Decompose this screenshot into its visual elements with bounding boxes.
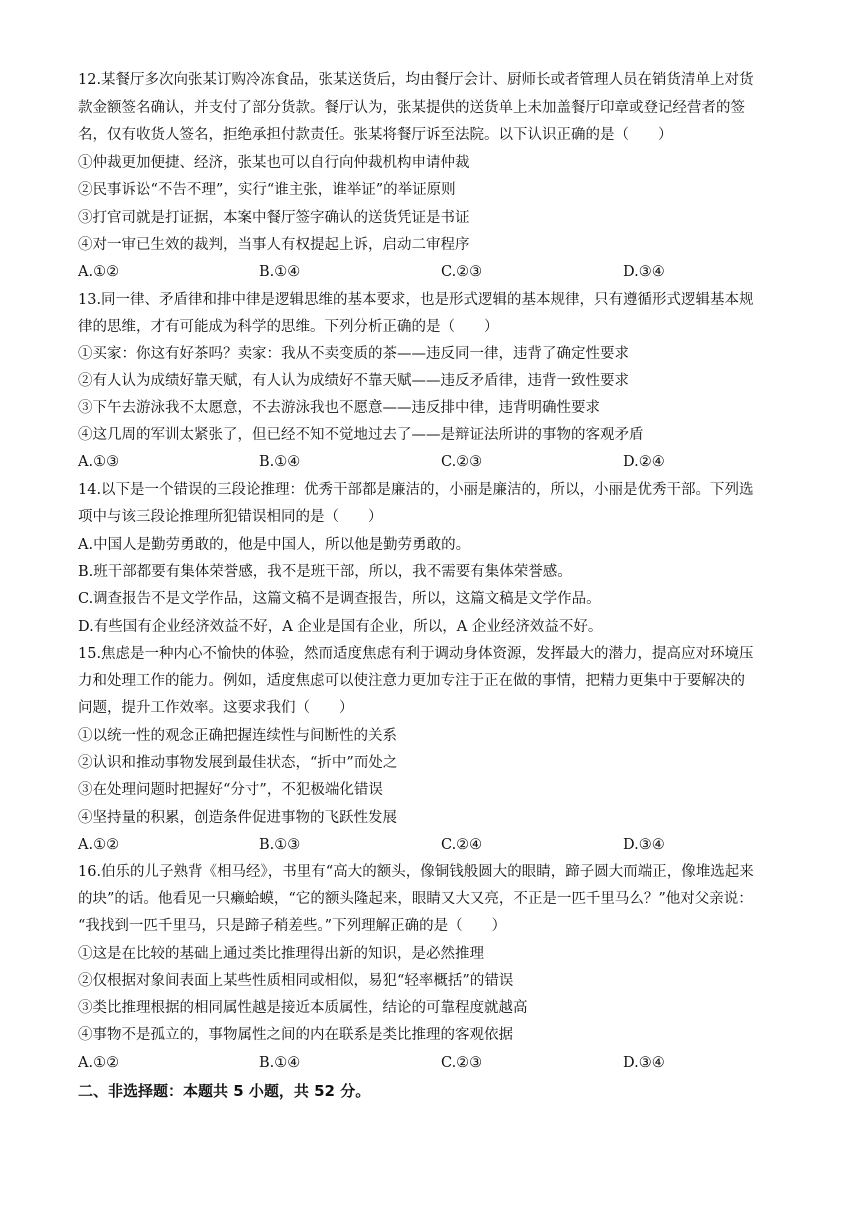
question-12-stem-line-3: 名，仅有收货人签名，拒绝承担付款责任。张某将餐厅诉至法院。以下认识正确的是（ ）	[78, 127, 673, 143]
question-15-stem-line-3: 问题，提升工作效率。这要求我们（ ）	[78, 700, 354, 716]
question-15-statement-2: ②认识和推动事物发展到最佳状态，“折中”而处之	[78, 755, 398, 771]
question-16-stem-line-1: 16.伯乐的儿子熟背《相马经》，书里有“高大的额头，像铜钱般圆大的眼睛，蹄子圆大而端正，像堆选起来	[78, 864, 754, 880]
question-16-statement-1: ①这是在比较的基础上通过类比推理得出新的知识，是必然推理	[78, 946, 484, 962]
question-15-statement-1: ①以统一性的观念正确把握连续性与间断性的关系	[78, 728, 397, 744]
question-14-option-b: B.班干部都要有集体荣誉感，我不是班干部，所以，我不需要有集体荣誉感。	[78, 564, 572, 580]
question-13-option-a: A.①③	[78, 454, 120, 470]
question-13-stem-line-2: 律的思维，才有可能成为科学的思维。下列分析正确的是（ ）	[78, 319, 499, 335]
question-13-statement-3: ③下午去游泳我不太愿意，不去游泳我也不愿意——违反排中律，违背明确性要求	[78, 400, 600, 416]
question-12-option-c: C.②③	[441, 264, 483, 280]
question-14-option-c: C.调查报告不是文学作品，这篇文稿不是调查报告，所以，这篇文稿是文学作品。	[78, 591, 601, 607]
question-15-options	[78, 835, 788, 855]
question-16-option-c: C.②③	[441, 1055, 483, 1071]
question-12-statement-2: ②民事诉讼“不告不理”，实行“谁主张，谁举证”的举证原则	[78, 182, 456, 198]
question-16-statement-4: ④事物不是孤立的，事物属性之间的内在联系是类比推理的客观依据	[78, 1027, 513, 1043]
question-12-statement-1: ①仲裁更加便捷、经济，张某也可以自行向仲裁机构申请仲裁	[78, 155, 470, 171]
question-13-statement-1: ①买家：你这有好茶吗？卖家：我从不卖变质的茶——违反同一律，违背了确定性要求	[78, 346, 629, 362]
question-13-stem-line-1: 13.同一律、矛盾律和排中律是逻辑思维的基本要求，也是形式逻辑的基本规律，只有遵循形式逻辑基本规	[78, 292, 754, 308]
question-15-statement-4: ④坚持量的积累，创造条件促进事物的飞跃性发展	[78, 810, 397, 826]
question-16-stem-line-3: “我找到一匹千里马，只是蹄子稍差些。”下列理解正确的是（ ）	[78, 918, 507, 934]
question-13-option-c: C.②③	[441, 454, 483, 470]
question-15-option-b: B.①③	[259, 837, 301, 853]
question-15-option-a: A.①②	[78, 837, 120, 853]
question-12-statement-4: ④对一审已生效的裁判，当事人有权提起上诉，启动二审程序	[78, 237, 470, 253]
question-16-statement-2: ②仅根据对象间表面上某些性质相同或相似，易犯“轻率概括”的错误	[78, 973, 514, 989]
question-15-statement-3: ③在处理问题时把握好“分寸”，不犯极端化错误	[78, 782, 383, 798]
question-13-statement-4: ④这几周的军训太紧张了，但已经不知不觉地过去了——是辩证法所讲的事物的客观矛盾	[78, 427, 644, 443]
question-12-stem-line-2: 款金额签名确认，并支付了部分货款。餐厅认为，张某提供的送货单上未加盖餐厅印章或登记经营者的签	[78, 100, 745, 116]
question-15-stem-line-2: 力和处理工作的能力。例如，适度焦虑可以使注意力更加专注于正在做的事情，把精力更集中于要解决的	[78, 673, 745, 689]
question-14-stem-line-2: 项中与该三段论推理所犯错误相同的是（ ）	[78, 509, 383, 525]
question-15-option-d: D.③④	[623, 837, 665, 853]
question-12-option-a: A.①②	[78, 264, 120, 280]
question-13-option-d: D.②④	[623, 454, 665, 470]
question-16-option-b: B.①④	[259, 1055, 301, 1071]
section-title: 二、非选择题：本题共 5 小题，共 52 分。	[78, 1082, 371, 1100]
question-16-option-a: A.①②	[78, 1055, 120, 1071]
question-13-options	[78, 452, 788, 472]
question-15-option-c: C.②④	[441, 837, 483, 853]
question-12-option-b: B.①④	[259, 264, 301, 280]
question-16-stem-line-2: 的块”的话。他看见一只癞蛤蟆，“它的额头隆起来，眼睛又大又亮，不正是一匹千里马么？”他对父亲说：	[78, 891, 753, 907]
question-15-stem-line-1: 15.焦虑是一种内心不愉快的体验，然而适度焦虑有利于调动身体资源，发挥最大的潜力，提高应对环境压	[78, 646, 754, 662]
question-16-statement-3: ③类比推理根据的相同属性越是接近本质属性，结论的可靠程度就越高	[78, 1000, 528, 1016]
question-12-statement-3: ③打官司就是打证据，本案中餐厅签字确认的送货凭证是书证	[78, 210, 470, 226]
question-14-option-d: D.有些国有企业经济效益不好，A 企业是国有企业，所以，A 企业经济效益不好。	[78, 619, 603, 635]
question-14-option-a: A.中国人是勤劳勇敢的，他是中国人，所以他是勤劳勇敢的。	[78, 537, 471, 553]
question-16-option-d: D.③④	[623, 1055, 665, 1071]
question-12-stem-line-1: 12.某餐厅多次向张某订购冷冻食品，张某送货后，均由餐厅会计、厨师长或者管理人员在销货清单上对货	[78, 72, 754, 88]
question-16-options	[78, 1053, 788, 1073]
question-13-statement-2: ②有人认为成绩好靠天赋，有人认为成绩好不靠天赋——违反矛盾律，违背一致性要求	[78, 373, 629, 389]
question-12-option-d: D.③④	[623, 264, 665, 280]
question-14-stem-line-1: 14.以下是一个错误的三段论推理：优秀干部都是廉洁的，小丽是廉洁的，所以，小丽是优秀干部。下列选	[78, 482, 754, 498]
question-12-options	[78, 262, 788, 282]
question-13-option-b: B.①④	[259, 454, 301, 470]
